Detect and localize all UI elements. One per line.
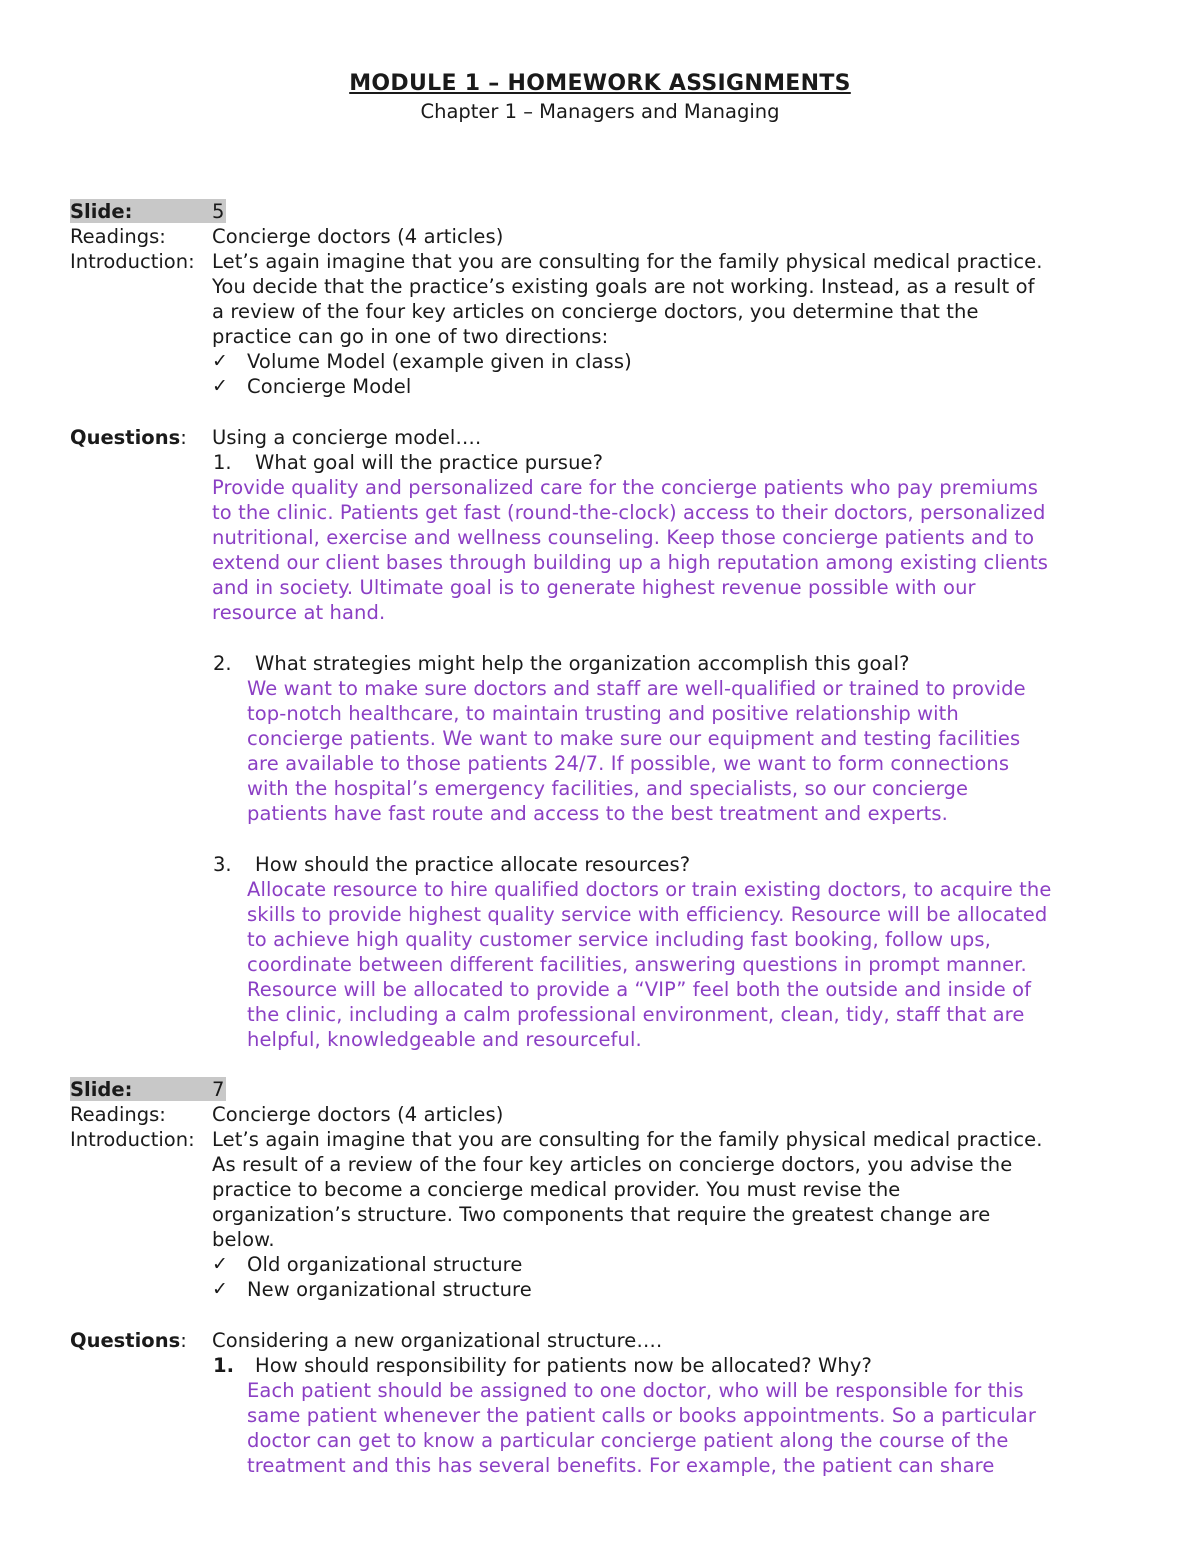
- readings-value: Concierge doctors (4 articles): [212, 1103, 504, 1126]
- answer-line: skills to provide highest quality service with efficiency. Resource will be allocated: [247, 903, 1048, 926]
- checkmark-icon: ✓: [212, 350, 229, 372]
- answer-line: with the hospital’s emergency facilities, and specialists, so our concierge: [247, 777, 969, 800]
- intro-line: a review of the four key articles on concierge doctors, you determine that the: [212, 300, 979, 323]
- intro-line: below.: [212, 1228, 275, 1251]
- answer-line: Allocate resource to hire qualified doctors or train existing doctors, to acquire the: [247, 878, 1052, 901]
- answer-line: same patient whenever the patient calls or books appointments. So a particular: [247, 1404, 1036, 1427]
- answer-line: helpful, knowledgeable and resourceful.: [247, 1028, 642, 1051]
- questions-lead: Using a concierge model….: [212, 426, 482, 449]
- intro-line: Let’s again imagine that you are consulting for the family physical medical practice.: [212, 250, 1043, 273]
- checkmark-icon: ✓: [212, 1278, 229, 1300]
- answer-line: Provide quality and personalized care for the concierge patients who pay premiums: [212, 476, 1038, 499]
- answer-line: doctor can get to know a particular concierge patient along the course of the: [247, 1429, 1009, 1452]
- slide-number: 7: [212, 1078, 225, 1101]
- readings-label: Readings:: [70, 1103, 166, 1126]
- check-item: Old organizational structure: [247, 1253, 523, 1276]
- answer-line: Each patient should be assigned to one doctor, who will be responsible for this: [247, 1379, 1024, 1402]
- question-text: How should the practice allocate resources?: [255, 853, 691, 876]
- intro-line: As result of a review of the four key articles on concierge doctors, you advise the: [212, 1153, 1013, 1176]
- check-item: Concierge Model: [247, 375, 412, 398]
- answer-line: patients have fast route and access to the best treatment and experts.: [247, 802, 948, 825]
- intro-line: organization’s structure. Two components that require the greatest change are: [212, 1203, 991, 1226]
- questions-lead: Considering a new organizational structure….: [212, 1329, 663, 1352]
- question-number: 3.: [213, 853, 232, 876]
- answer-line: We want to make sure doctors and staff are well-qualified or trained to provide: [247, 677, 1026, 700]
- introduction-label: Introduction:: [70, 250, 195, 273]
- answer-line: concierge patients. We want to make sure our equipment and testing facilities: [247, 727, 1021, 750]
- questions-label: Questions:: [70, 1329, 187, 1352]
- answer-line: are available to those patients 24/7. If possible, we want to form connections: [247, 752, 1010, 775]
- slide-number: 5: [212, 200, 225, 223]
- answer-line: extend our client bases through building up a high reputation among existing clients: [212, 551, 1048, 574]
- question-number: 2.: [213, 652, 232, 675]
- answer-line: Resource will be allocated to provide a “VIP” feel both the outside and inside of: [247, 978, 1032, 1001]
- readings-value: Concierge doctors (4 articles): [212, 225, 504, 248]
- answer-line: nutritional, exercise and wellness counseling. Keep those concierge patients and to: [212, 526, 1035, 549]
- intro-line: practice to become a concierge medical provider. You must revise the: [212, 1178, 901, 1201]
- question-number: 1.: [213, 451, 232, 474]
- readings-label: Readings:: [70, 225, 166, 248]
- check-item: Volume Model (example given in class): [247, 350, 632, 373]
- slide-label: Slide:: [70, 1078, 133, 1101]
- slide-label: Slide:: [70, 200, 133, 223]
- document-subtitle: Chapter 1 – Managers and Managing: [420, 100, 780, 123]
- intro-line: Let’s again imagine that you are consulting for the family physical medical practice.: [212, 1128, 1043, 1151]
- questions-label: Questions:: [70, 426, 187, 449]
- checkmark-icon: ✓: [212, 1253, 229, 1275]
- answer-line: top-notch healthcare, to maintain trusting and positive relationship with: [247, 702, 959, 725]
- document-title: MODULE 1 – HOMEWORK ASSIGNMENTS: [349, 71, 851, 96]
- answer-line: to the clinic. Patients get fast (round-the-clock) access to their doctors, personalized: [212, 501, 1046, 524]
- answer-line: the clinic, including a calm professional environment, clean, tidy, staff that are: [247, 1003, 1025, 1026]
- question-number: 1.: [213, 1354, 234, 1377]
- answer-line: treatment and this has several benefits. For example, the patient can share: [247, 1454, 995, 1477]
- question-text: How should responsibility for patients now be allocated? Why?: [255, 1354, 872, 1377]
- answer-line: to achieve high quality customer service including fast booking, follow ups,: [247, 928, 991, 951]
- answer-line: resource at hand.: [212, 601, 386, 624]
- intro-line: practice can go in one of two directions:: [212, 325, 609, 348]
- answer-line: and in society. Ultimate goal is to generate highest revenue possible with our: [212, 576, 976, 599]
- answer-line: coordinate between different facilities, answering questions in prompt manner.: [247, 953, 1027, 976]
- question-text: What strategies might help the organization accomplish this goal?: [255, 652, 910, 675]
- question-text: What goal will the practice pursue?: [255, 451, 604, 474]
- checkmark-icon: ✓: [212, 375, 229, 397]
- intro-line: You decide that the practice’s existing goals are not working. Instead, as a result of: [212, 275, 1035, 298]
- check-item: New organizational structure: [247, 1278, 532, 1301]
- introduction-label: Introduction:: [70, 1128, 195, 1151]
